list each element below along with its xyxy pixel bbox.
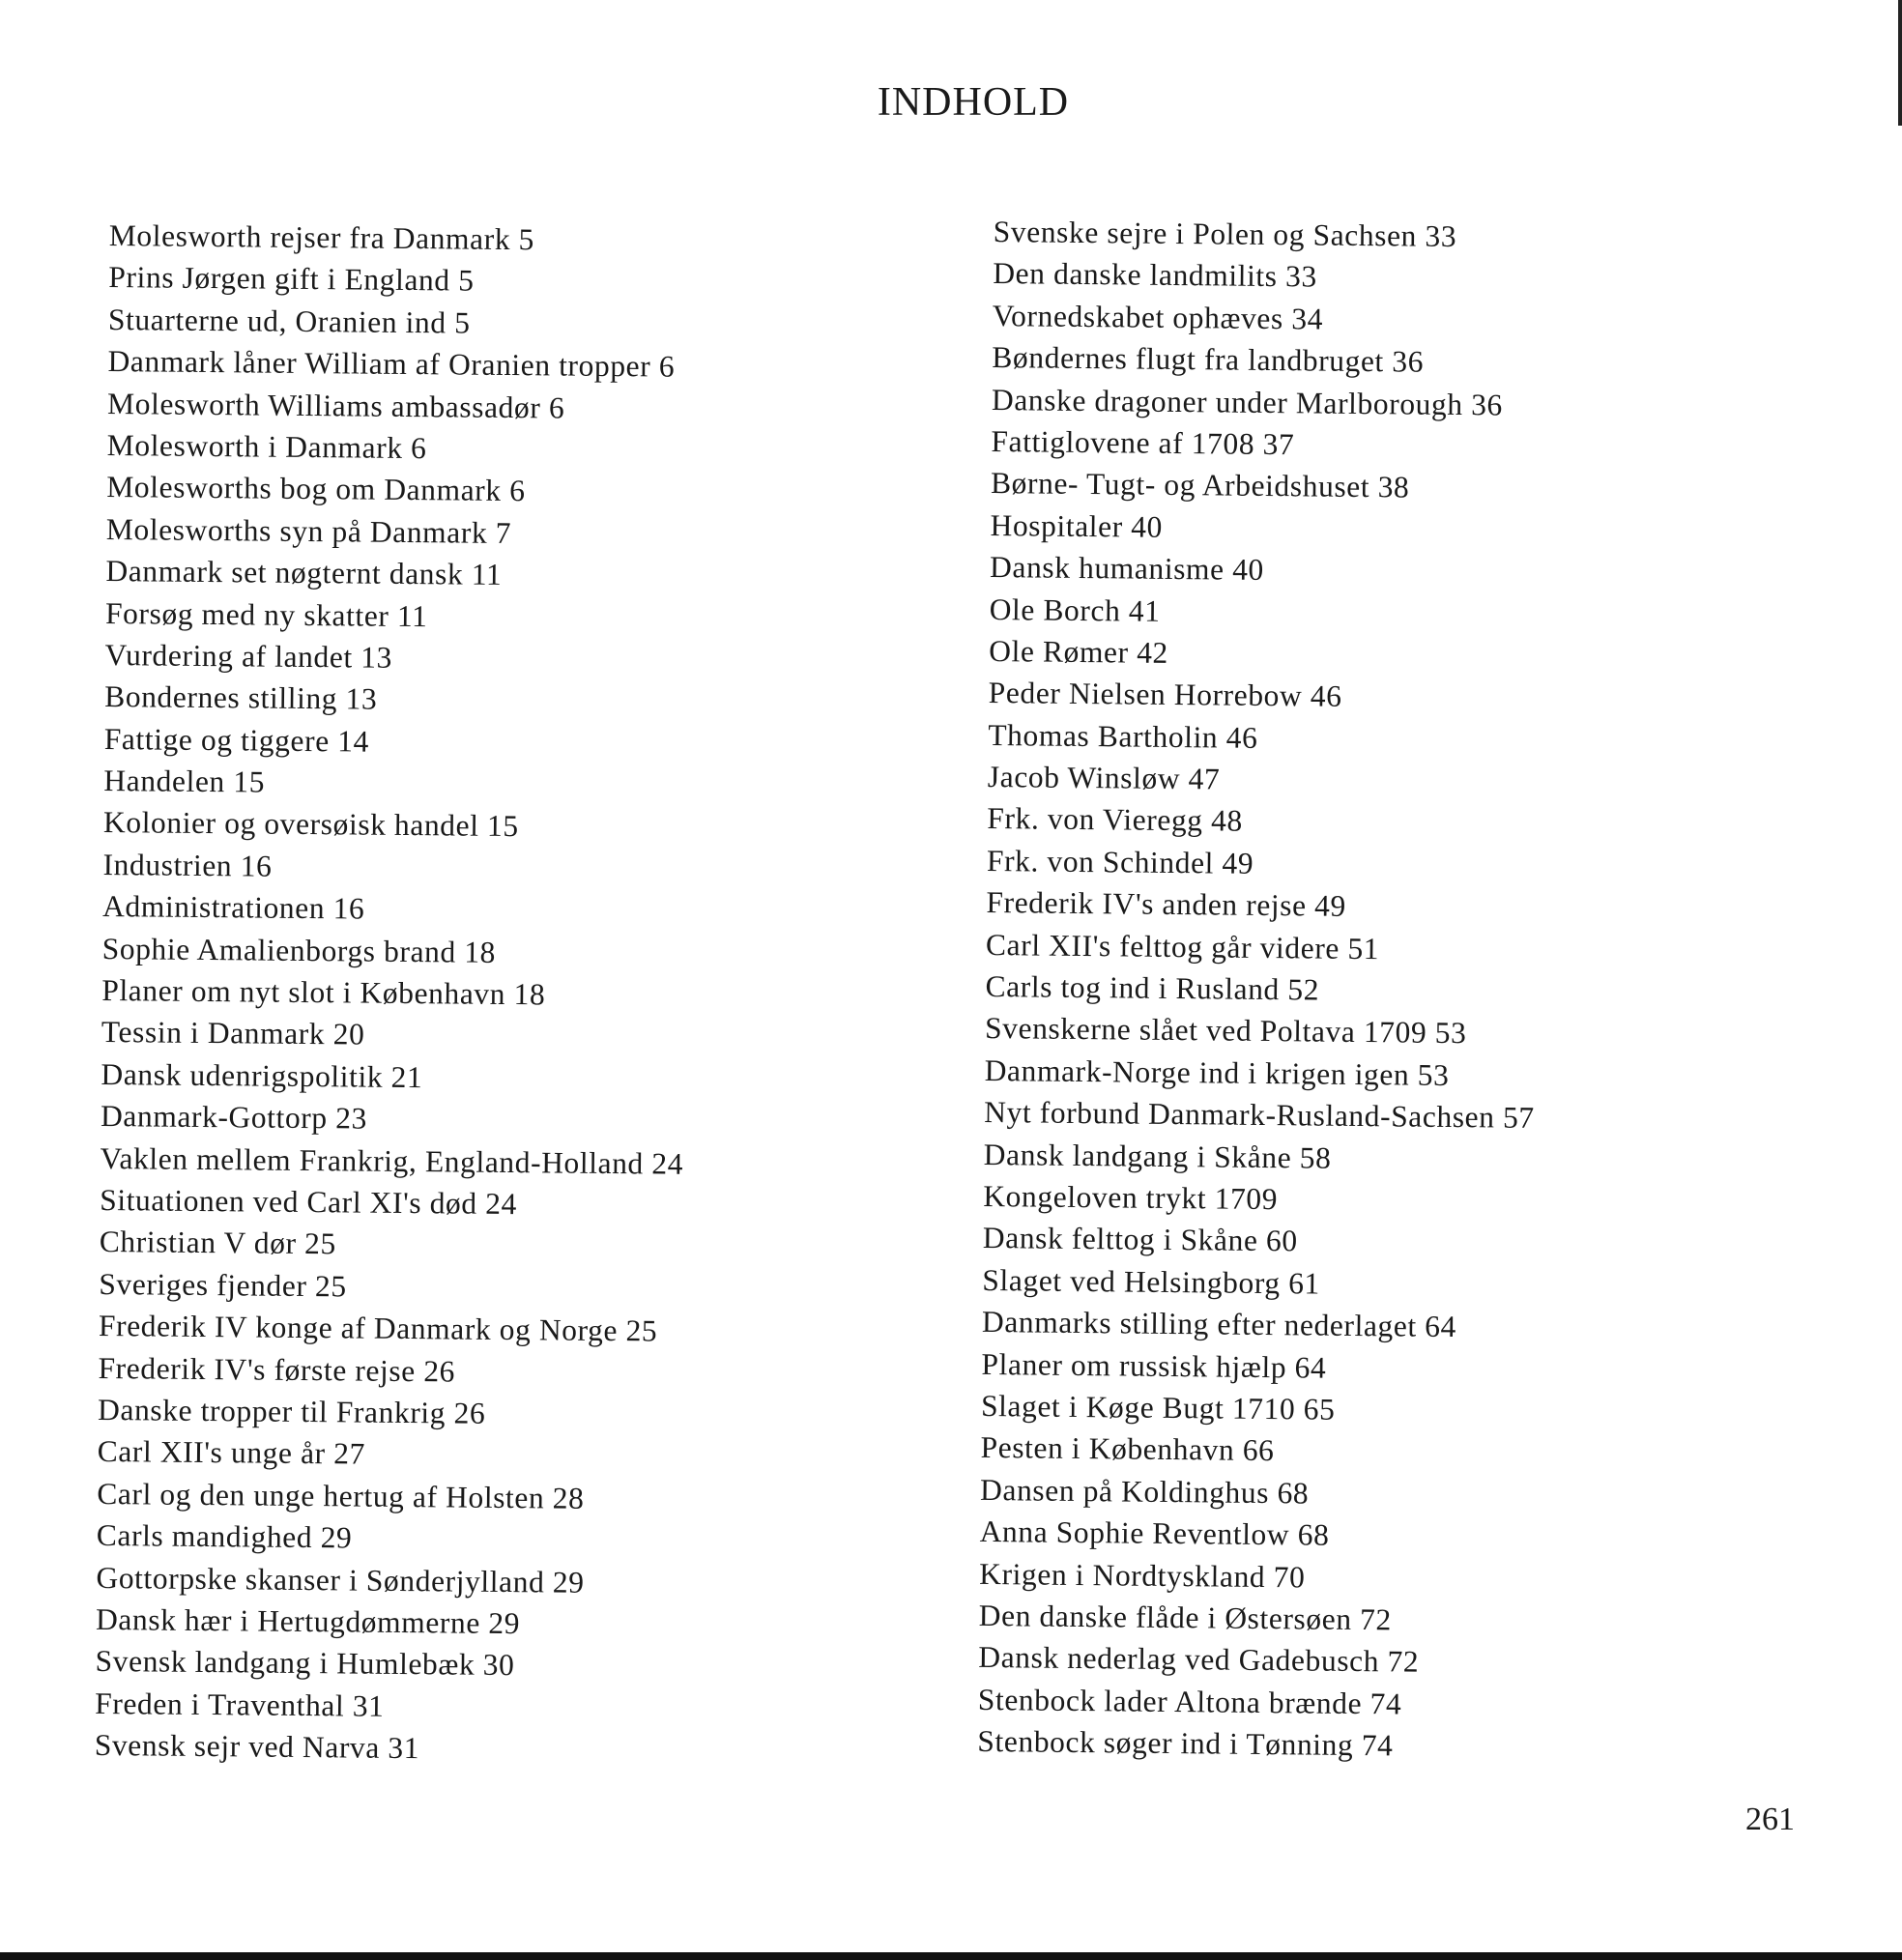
toc-entry: Vurdering af landet 13 <box>104 637 393 675</box>
toc-entry: Fattiglovene af 1708 37 <box>991 423 1295 462</box>
toc-entry: Svensk landgang i Humlebæk 30 <box>95 1644 515 1683</box>
toc-entry: Molesworth i Danmark 6 <box>106 427 427 466</box>
toc-entry: Molesworths bog om Danmark 6 <box>106 470 526 508</box>
toc-entry: Molesworth rejser fra Danmark 5 <box>108 217 535 257</box>
toc-entry: Dansk landgang i Skåne 58 <box>983 1137 1332 1175</box>
toc-entry: Christian V dør 25 <box>99 1225 336 1261</box>
toc-entry: Administrationen 16 <box>101 889 365 926</box>
toc-entry: Tessin i Danmark 20 <box>101 1015 365 1052</box>
toc-entry: Stenbock søger ind i Tønning 74 <box>977 1723 1394 1763</box>
toc-entry: Pesten i København 66 <box>980 1430 1275 1468</box>
toc-entry: Den danske flåde i Østersøen 72 <box>978 1598 1393 1637</box>
toc-entry: Vaklen mellem Frankrig, England-Holland 24 <box>100 1140 684 1181</box>
toc-entry: Thomas Bartholin 46 <box>988 717 1258 755</box>
page-title: INDHOLD <box>877 80 1070 125</box>
toc-entry: Ole Rømer 42 <box>989 633 1169 670</box>
toc-entry: Forsøg med ny skatter 11 <box>104 595 428 633</box>
toc-entry: Freden i Traventhal 31 <box>95 1686 385 1723</box>
toc-entry: Frederik IV's første rejse 26 <box>98 1350 456 1389</box>
toc-entry: Kongeloven trykt 1709 <box>983 1178 1279 1217</box>
toc-entry: Frederik IV konge af Danmark og Norge 25 <box>98 1309 658 1348</box>
page-number: 261 <box>1745 1801 1795 1837</box>
toc-entry: Carl XII's unge år 27 <box>97 1434 366 1471</box>
page-bottom-edge <box>0 1952 1902 1960</box>
toc-entry: Danmark-Norge ind i krigen igen 53 <box>984 1052 1450 1092</box>
toc-entry: Carls tog ind i Rusland 52 <box>985 968 1320 1007</box>
toc-entry: Bøndernes flugt fra landbruget 36 <box>992 340 1425 379</box>
toc-entry: Danmarks stilling efter nederlaget 64 <box>981 1305 1457 1344</box>
toc-entry: Den danske landmilits 33 <box>993 256 1317 294</box>
toc-entry: Planer om russisk hjælp 64 <box>981 1346 1327 1385</box>
toc-entry: Bondernes stilling 13 <box>104 679 378 716</box>
toc-entry: Danmark set nøgternt dansk 11 <box>105 554 503 592</box>
toc-entry: Anna Sophie Reventlow 68 <box>979 1514 1330 1552</box>
toc-entry: Carls mandighed 29 <box>96 1518 353 1555</box>
toc-entry: Gottorpske skanser i Sønderjylland 29 <box>96 1560 585 1600</box>
toc-entry: Handelen 15 <box>103 764 266 799</box>
toc-entry: Danske tropper til Frankrig 26 <box>97 1392 486 1430</box>
toc-entry: Vornedskabet ophæves 34 <box>992 298 1324 336</box>
toc-entry: Molesworth Williams ambassadør 6 <box>106 386 565 425</box>
toc-entry: Jacob Winsløw 47 <box>987 760 1221 796</box>
toc-entry: Børne- Tugt- og Arbeidshuset 38 <box>990 466 1410 504</box>
toc-entry: Dansk humanisme 40 <box>989 550 1265 588</box>
toc-entry: Danske dragoner under Marlborough 36 <box>991 382 1504 422</box>
toc-entry: Fattige og tiggere 14 <box>103 721 370 759</box>
toc-entry: Nyt forbund Danmark-Rusland-Sachsen 57 <box>984 1095 1535 1136</box>
toc-entry: Industrien 16 <box>102 847 273 883</box>
toc-entry: Dansk felttog i Skåne 60 <box>982 1221 1298 1258</box>
toc-entry: Peder Nielsen Horrebow 46 <box>988 676 1342 714</box>
toc-entry: Krigen i Nordtyskland 70 <box>979 1556 1306 1594</box>
toc-entry: Frk. von Vieregg 48 <box>987 801 1243 839</box>
toc-entry: Slaget i Køge Bugt 1710 65 <box>980 1388 1336 1427</box>
toc-entry: Dansen på Koldinghus 68 <box>979 1472 1310 1511</box>
toc-entry: Hospitaler 40 <box>990 507 1164 544</box>
toc-entry: Kolonier og oversøisk handel 15 <box>102 805 519 844</box>
toc-entry: Situationen ved Carl XI's død 24 <box>100 1182 518 1222</box>
toc-entry: Dansk hær i Hertugdømmerne 29 <box>95 1601 521 1641</box>
toc-entry: Carl XII's felttog går videre 51 <box>985 927 1380 966</box>
toc-entry: Dansk udenrigspolitik 21 <box>101 1056 423 1094</box>
toc-entry: Ole Borch 41 <box>989 591 1161 628</box>
toc-entry: Slaget ved Helsingborg 61 <box>982 1262 1321 1301</box>
toc-entry: Svensk sejr ved Narva 31 <box>94 1727 420 1766</box>
toc-entry: Danmark låner William af Oranien tropper 6 <box>107 344 676 384</box>
page-edge-shadow <box>1898 0 1902 126</box>
toc-right-column <box>977 211 1543 1768</box>
toc-entry: Molesworths syn på Danmark 7 <box>105 511 512 550</box>
toc-left-column <box>95 215 693 1772</box>
toc-entry: Stenbock lader Altona brænde 74 <box>977 1682 1402 1721</box>
toc-entry: Frederik IV's anden rejse 49 <box>986 885 1347 924</box>
toc-entry: Frk. von Schindel 49 <box>986 843 1254 880</box>
toc-entry: Sophie Amalienborgs brand 18 <box>101 931 497 969</box>
toc-entry: Sveriges fjender 25 <box>99 1266 347 1304</box>
toc-entry: Carl og den unge hertug af Holsten 28 <box>97 1476 585 1515</box>
toc-entry: Danmark-Gottorp 23 <box>100 1099 368 1136</box>
toc-entry: Dansk nederlag ved Gadebusch 72 <box>978 1640 1420 1679</box>
toc-entry: Stuarterne ud, Oranien ind 5 <box>107 302 471 340</box>
toc-entry: Prins Jørgen gift i England 5 <box>108 260 475 299</box>
toc-entry: Svenske sejre i Polen og Sachsen 33 <box>993 214 1457 254</box>
toc-entry: Svenskerne slået ved Poltava 1709 53 <box>984 1011 1467 1051</box>
toc-entry: Planer om nyt slot i København 18 <box>101 972 546 1012</box>
